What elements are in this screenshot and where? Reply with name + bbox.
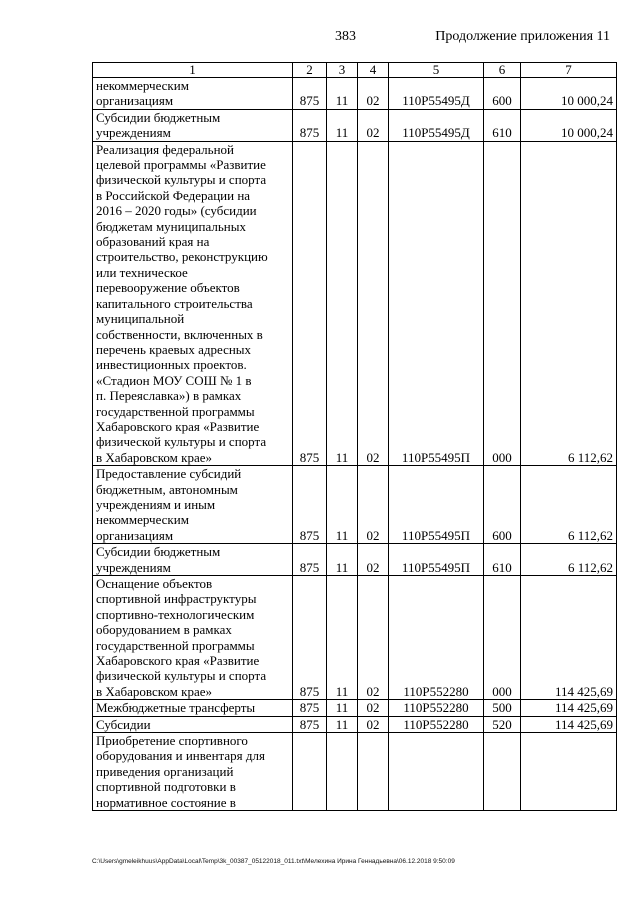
expense-type-cell: 520 xyxy=(484,716,521,732)
subsection-code-cell: 02 xyxy=(358,576,389,700)
table-header-row xyxy=(93,63,617,78)
row-name-cell: некоммерческим организациям xyxy=(93,78,293,110)
section-code-cell: 11 xyxy=(327,576,358,700)
chapter-code-cell: 875 xyxy=(293,141,327,466)
chapter-code-cell: 875 xyxy=(293,576,327,700)
expense-type-cell: 000 xyxy=(484,141,521,466)
amount-cell: 114 425,69 xyxy=(521,700,617,716)
row-name-cell: Оснащение объектов спортивной инфраструктуры спортивно-технологическим оборудованием в рамках государственной программы Хабаровского края «Развитие физической культуры и спорта в Хабаровском крае» xyxy=(93,576,293,700)
section-code-cell: 11 xyxy=(327,78,358,110)
expense-type-cell: 000 xyxy=(484,576,521,700)
amount-cell: 6 112,62 xyxy=(521,141,617,466)
column-header: 3 xyxy=(327,63,358,78)
table-row xyxy=(93,733,617,811)
continuation-title: Продолжение приложения 11 xyxy=(435,29,610,44)
target-article-cell: 110P55495П xyxy=(389,544,484,576)
column-header: 2 xyxy=(293,63,327,78)
row-name-cell: Предоставление субсидий бюджетным, автономным учреждениям и иным некоммерческим организациям xyxy=(93,466,293,544)
expense-type-cell: 610 xyxy=(484,544,521,576)
chapter-code-cell: 875 xyxy=(293,78,327,110)
table-row xyxy=(93,466,617,544)
target-article-cell: 110P55495П xyxy=(389,141,484,466)
target-article-cell: 110P55495П xyxy=(389,466,484,544)
table-row xyxy=(93,716,617,732)
amount-cell xyxy=(521,733,617,811)
chapter-code-cell xyxy=(293,733,327,811)
row-name-cell: Субсидии xyxy=(93,716,293,732)
chapter-code-cell: 875 xyxy=(293,466,327,544)
column-header: 7 xyxy=(521,63,617,78)
target-article-cell: 110P552280 xyxy=(389,716,484,732)
row-name-cell: Субсидии бюджетным учреждениям xyxy=(93,544,293,576)
amount-cell: 6 112,62 xyxy=(521,544,617,576)
target-article-cell: 110P55495Д xyxy=(389,109,484,141)
chapter-code-cell: 875 xyxy=(293,544,327,576)
amount-cell: 114 425,69 xyxy=(521,716,617,732)
subsection-code-cell: 02 xyxy=(358,716,389,732)
amount-cell: 6 112,62 xyxy=(521,466,617,544)
expense-type-cell: 610 xyxy=(484,109,521,141)
subsection-code-cell: 02 xyxy=(358,466,389,544)
amount-cell: 114 425,69 xyxy=(521,576,617,700)
target-article-cell xyxy=(389,733,484,811)
section-code-cell: 11 xyxy=(327,109,358,141)
subsection-code-cell: 02 xyxy=(358,109,389,141)
subsection-code-cell: 02 xyxy=(358,700,389,716)
amount-cell: 10 000,24 xyxy=(521,109,617,141)
expense-type-cell: 500 xyxy=(484,700,521,716)
section-code-cell xyxy=(327,733,358,811)
section-code-cell: 11 xyxy=(327,716,358,732)
budget-table xyxy=(92,62,617,811)
row-name-cell: Межбюджетные трансферты xyxy=(93,700,293,716)
chapter-code-cell: 875 xyxy=(293,700,327,716)
subsection-code-cell: 02 xyxy=(358,544,389,576)
column-header: 6 xyxy=(484,63,521,78)
row-name-cell: Субсидии бюджетным учреждениям xyxy=(93,109,293,141)
section-code-cell: 11 xyxy=(327,466,358,544)
table-row xyxy=(93,544,617,576)
column-header: 5 xyxy=(389,63,484,78)
section-code-cell: 11 xyxy=(327,141,358,466)
subsection-code-cell: 02 xyxy=(358,78,389,110)
table-row xyxy=(93,109,617,141)
row-name-cell: Приобретение спортивного оборудования и инвентаря для приведения организаций спортивной подготовки в нормативное состояние в xyxy=(93,733,293,811)
expense-type-cell: 600 xyxy=(484,466,521,544)
table-row xyxy=(93,576,617,700)
column-header: 4 xyxy=(358,63,389,78)
expense-type-cell: 600 xyxy=(484,78,521,110)
column-header: 1 xyxy=(93,63,293,78)
expense-type-cell xyxy=(484,733,521,811)
chapter-code-cell: 875 xyxy=(293,109,327,141)
subsection-code-cell xyxy=(358,733,389,811)
target-article-cell: 110P55495Д xyxy=(389,78,484,110)
target-article-cell: 110P552280 xyxy=(389,700,484,716)
chapter-code-cell: 875 xyxy=(293,716,327,732)
section-code-cell: 11 xyxy=(327,700,358,716)
table-row xyxy=(93,78,617,110)
amount-cell: 10 000,24 xyxy=(521,78,617,110)
subsection-code-cell: 02 xyxy=(358,141,389,466)
target-article-cell: 110P552280 xyxy=(389,576,484,700)
table-row xyxy=(93,141,617,466)
section-code-cell: 11 xyxy=(327,544,358,576)
file-path-footer: C:\Users\gmeleikhuus\AppData\Local\Temp\3k_00387_05122018_011.txt\Мелехина Ирина Геннадьевна\06.12.2018 9:50:09 xyxy=(92,858,455,865)
page-number: 383 xyxy=(335,29,356,44)
row-name-cell: Реализация федеральной целевой программы «Развитие физической культуры и спорта в Российской Федерации на 2016 – 2020 годы» (субсидии бюджетам муниципальных образований края на строительство, реконструкцию или техническое перевооружение объектов капитального строительства муниципальной собственности, включенных в перечень краевых адресных инвестиционных проектов. «Стадион МОУ СОШ № 1 в п. Переяславка») в рамках государственной программы Хабаровского края «Развитие физической культуры и спорта в Хабаровском крае» xyxy=(93,141,293,466)
table-row xyxy=(93,700,617,716)
